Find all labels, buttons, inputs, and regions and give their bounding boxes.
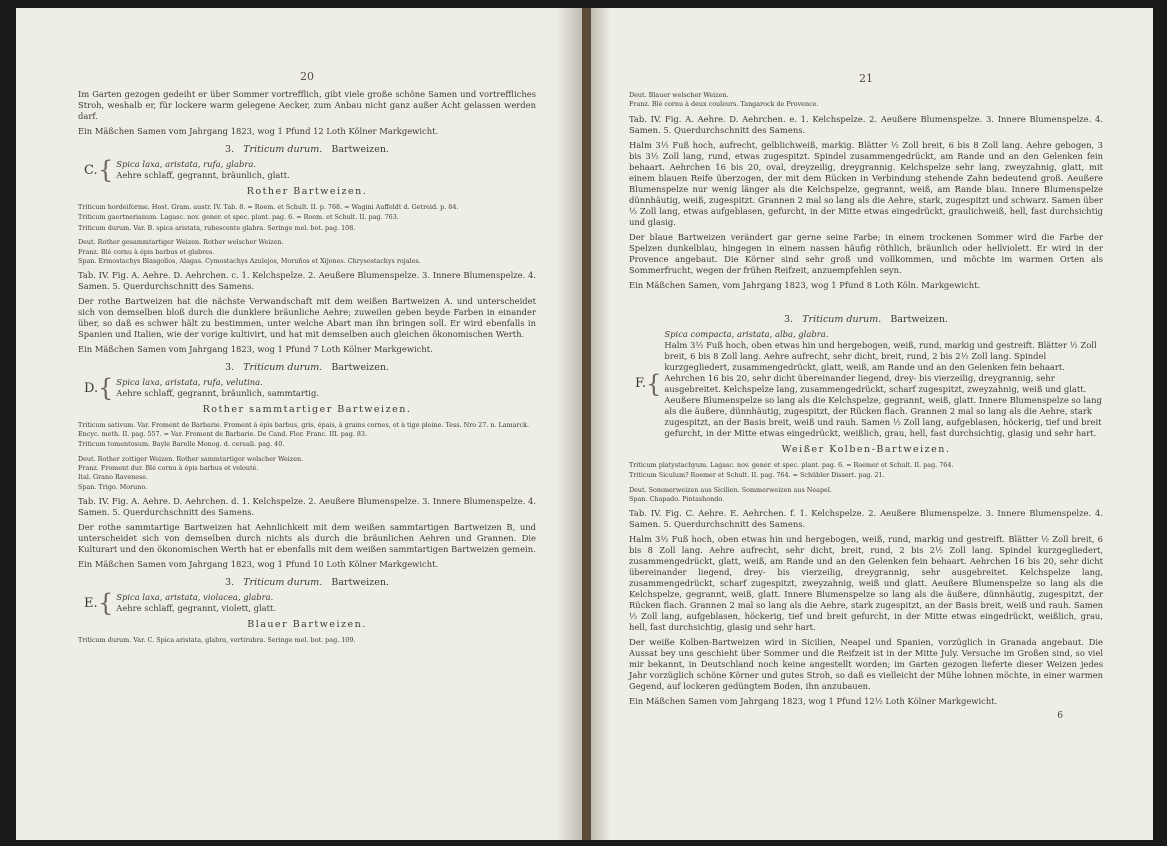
german-diagnosis: Aehre schlaff, gegrannt, bräunlich, glatt. <box>116 170 290 180</box>
paragraph: Im Garten gezogen gedeiht er über Sommer vortrefflich, gibt viele große schöne Samen und vortreffliches Stroh, weshalb er, für lockere warm gelegene Aecker, zum Anbau nicht ganz außer Acht gelassen werden darf. <box>78 89 536 121</box>
common-name: Deut. Sommerweizen aus Sicilien. Sommerweizen aus Neapel. <box>629 485 832 494</box>
right-page <box>591 8 1153 840</box>
latin-diagnosis: Spica laxa, aristata, violacea, glabra. <box>116 592 274 603</box>
variety-letter: F. <box>635 376 647 392</box>
variety-heading: Rother sammtartiger Bartweizen. <box>202 404 412 416</box>
common-name: Span. Chapado. Pintashondo. <box>629 495 725 504</box>
plate-reference: Tab. IV. Fig. A. Aehre. D. Aehrchen. e. 1. Kelchspelze. 2. Aeußere Blumenspelze. 3. Innere Blumenspelze. 4. Samen. 5. Querdurchschnitt des Samens. <box>629 113 1103 135</box>
latin-diagnosis: Spica laxa, aristata, rufa, glabra. <box>116 159 256 169</box>
sample-weight: Ein Mäßchen Samen vom Jahrgang 1823, wog 1 Pfund 7 Loth Kölner Markgewicht. <box>78 344 433 355</box>
common-name: Franz. Blé cornu à épis barbus et glabres. <box>78 247 215 256</box>
page-number: 20 <box>300 70 314 83</box>
sample-weight: Ein Mäßchen Samen vom Jahrgang 1823, wog 1 Pfund 10 Loth Kölner Markgewicht. <box>78 559 439 570</box>
common-name: Deut. Blauer welscher Weizen. <box>629 91 729 99</box>
paragraph: Der rothe Bartweizen hat die nächste Verwandschaft mit dem weißen Bartweizen A. und unterscheidet sich von demselben bloß durch die dunklere bräunliche Aehre; zuweilen geben beyde Farben in einander über, so daß es schwer hält zu bestimmen, unter welche Abart man ihn bringen soll. Er wird ebenfalls in Spanien und Italien, wie der vorige kultivirt, und hat mit demselben auch gleichen ökonomischen Werth. <box>78 296 536 340</box>
plate-reference: Tab. IV. Fig. A. Aehre. D. Aehrchen. d. 1. Kelchspelze. 2. Aeußere Blumenspelze. 3. Innere Blumenspelze. 4. Samen. 5. Querdurchschnitt des Samens. <box>78 496 536 518</box>
latin-diagnosis: Spica laxa, aristata, rufa, velutina. <box>116 377 263 388</box>
synonym-ref: Triticum tomentosum. Bayle Barelle Monog. d. cereali. pag. 40. <box>78 440 285 449</box>
morphology-description: Halm 3½ Fuß hoch, aufrecht, gelblichweiß, markig. Blätter ½ Zoll breit, 6 bis 8 Zoll lang. Aehre gebogen, 3 bis 3½ Zoll lang, rund, etwas zugespitzt. Spindel zusammengedrückt, am Rande und an den Gelenken fein behaart. Aehrchen 16 bis 20, oval, dreyzeilig, dreygrannig. Kelchspelze sehr lang, zweyzahnig, glatt, mit einem blauen Reife überzogen, der mit dem Rücken in Verbindung stehende Zahn bedeutend groß. Aeußere Blumenspelze nur wenig länger als die Kelchspelze, gegrannt, weiß, am Rande blau. Innere Blumenspelze dünnhäutig, weiß, zugespitzt. Grannen 2 mal so lang als die Aehre, stark, zugespitzt und schwarz. Samen über ½ Zoll lang, etwas aufgeblasen, gefurcht, in der Mitte etwas eingedrückt, graulichweiß, hell, fast durchsichtig und glasig. <box>629 139 1103 227</box>
page-number: 21 <box>859 72 873 85</box>
book-gutter <box>582 8 591 840</box>
german-name: Bartweizen. <box>331 144 389 155</box>
common-name: Franz. Froment dur. Blé cornu à épis barbus et velouté. <box>78 464 259 473</box>
german-diagnosis: Halm 3½ Fuß hoch, oben etwas hin und hergebogen, weiß, rund, markig und gestreift. Blätter ½ Zoll breit, 6 bis 8 Zoll lang. Aehre aufrecht, sehr dicht, breit, rund, 2 bis 2½ Zoll lang. Spindel kurzgegliedert, zusammengedrückt, glatt, weiß, am Rande und an den Gelenken fein behaart. Aehrchen 16 bis 20, sehr dicht übereinander liegend, drey- bis vierzeilig, dreygrannig, sehr ausgebreitet. Kelchspelze lang, zusammengedrückt, scharf zugespitzt, zweyzahnig, weiß und glatt. Aeußere Blumenspelze so lang als die Kelchspelze, gegrannt, weiß, glatt. Innere Blumenspelze so lang als die äußere, dünnhäutig, zugespitzt, der Rücken flach. Grannen 2 mal so lang als die Aehre, stark zugespitzt, an der Basis breit, weiß und rauh. Samen ½ Zoll lang, aufgeblasen, höckerig, tief und breit gefurcht, in der Mitte etwas eingedrückt, weißlich, grau, hell, fast durchsichtig, glasig und sehr hart. <box>664 339 1102 438</box>
common-name: Franz. Blé cornu à deux couleurs. Tangarock de Provence. <box>629 100 819 109</box>
variety-letter: E. <box>84 595 98 611</box>
signature-mark: 6 <box>1057 711 1063 722</box>
german-name: Bartweizen. <box>331 362 389 374</box>
synonym-ref: Triticum sativum. Var. Froment de Barbarie. Froment à épis barbus, gris, épais, à grains cornes, et à tige pleine. Tess. Nro 27. n. Lamarck. Encyc. meth. II. pag. 557. = Var. Froment de Barbarie. De Cand. Flor. Franc. III. pag. 83. <box>78 421 530 438</box>
synonym-ref: Triticum platystachyum. Lagasc. nov. gener. et spec. plant. pag. 6. = Roemer et Schult. II. pag. 764. <box>629 460 954 469</box>
sample-weight: Ein Mäßchen Samen vom Jahrgang 1823, wog 1 Pfund 12½ Loth Kölner Markgewicht. <box>629 696 998 707</box>
german-name: Bartweizen. <box>890 313 948 325</box>
common-name: Deut. Rother zottiger Weizen. Rother sammtartiger welscher Weizen. <box>78 454 304 463</box>
synonym-ref: Triticum gaertnerianum. Lagasc. nov. gener. et spec. plant. pag. 6. = Roem. et Schult. II. pag. 763. <box>78 213 399 222</box>
species-name: Triticum durum. <box>243 144 323 155</box>
section-heading: 3. Triticum durum. Bartweizen. <box>225 577 389 589</box>
variety-heading: Weißer Kolben-Bartweizen. <box>781 443 951 455</box>
book-spread <box>16 8 1153 840</box>
variety-heading: Blauer Bartweizen. <box>247 619 367 631</box>
variety-heading: Rother Bartweizen. <box>246 186 368 197</box>
section-heading: 3. Triticum durum. Bartweizen. <box>784 313 948 325</box>
sample-weight: Ein Mäßchen Samen vom Jahrgang 1823, wog 1 Pfund 12 Loth Kölner Markgewicht. <box>78 126 439 136</box>
diagnosis: E. { Spica laxa, aristata, violacea, glabra. Aehre schlaff, gegrannt, violett, glatt. <box>84 589 277 618</box>
synonym-ref: Triticum durum. Var. B. spica aristata, rubescente glabra. Seringe mel. bot. pag. 108. <box>78 223 356 232</box>
variety-letter: C. <box>84 162 98 178</box>
german-diagnosis: Aehre schlaff, gegrannt, violett, glatt. <box>116 603 277 614</box>
plate-reference: Tab. IV. Fig. C. Aehre. E. Aehrchen. f. 1. Kelchspelze. 2. Aeußere Blumenspelze. 3. Innere Blumenspelze. 4. Samen. 5. Querdurchschnitt des Samens. <box>629 508 1103 530</box>
diagnosis: D. { Spica laxa, aristata, rufa, velutina. Aehre schlaff, gegrannt, bräunlich, sammtartig. <box>84 374 319 403</box>
left-page <box>16 8 582 840</box>
common-name: Span. Ermostachys Blasgollos, Alagas. Cymostachys Azulejos, Moruños et Xijones. Chrysostachys rojales. <box>78 257 421 266</box>
common-name: Span. Trigo. Moruno. <box>78 482 148 491</box>
synonym-ref: Triticum durum. Var. C. Spica aristata, glabra, vertirubra. Seringe mel. bot. pag. 109. <box>78 636 356 645</box>
common-name: Ital. Grano Ravenese. <box>78 473 149 482</box>
diagnosis: C. { Spica laxa, aristata, rufa, glabra. Aehre schlaff, gegrannt, bräunlich, glatt. <box>84 156 290 184</box>
species-name: Triticum durum. <box>243 362 323 374</box>
diagnosis: F. { Spica compacta, aristata, alba, glabra. Halm 3½ Fuß hoch, oben etwas hin und hergebogen, weiß, rund, markig und gestreift. Blätter ½ Zoll breit, 6 bis 8 Zoll lang. Aehre aufrecht, sehr dicht, breit, rund, 2 bis 2½ Zoll lang. Spindel kurzgegliedert, zusammengedrückt, glatt, weiß, am Rande und an den Gelenken fein behaart. Aehrchen 16 bis 20, sehr dicht übereinander liegend, drey- bis vierzeilig, dreygrannig, sehr ausgebreitet. Kelchspelze lang, zusammengedrückt, scharf zugespitzt, zweyzahnig, weiß und glatt. Aeußere Blumenspelze so lang als die Kelchspelze, gegrannt, weiß, glatt. Innere Blumenspelze so lang als die äußere, dünnhäutig, zugespitzt, der Rücken flach. Grannen 2 mal so lang als die Aehre, stark zugespitzt, an der Basis breit, weiß und rauh. Samen ½ Zoll lang, aufgeblasen, höckerig, tief und breit gefurcht, in der Mitte etwas eingedrückt, weißlich, grau, hell, fast durchsichtig, glasig und sehr hart. <box>635 328 1102 438</box>
section-heading: 3. Triticum durum. Bartweizen. <box>225 362 389 374</box>
species-name: Triticum durum. <box>243 577 323 589</box>
common-name: Deut. Rother gesammtartiger Weizen. Rother welscher Weizen. <box>78 238 284 247</box>
latin-diagnosis: Spica compacta, aristata, alba, glabra. <box>664 328 829 339</box>
variety-letter: D. <box>84 380 99 396</box>
synonym-ref: Triticum Siculum? Roemer et Schult. II. pag. 764. = Schübler Dissert. pag. 21. <box>629 471 885 480</box>
sample-weight: Ein Mäßchen Samen, vom Jahrgang 1823, wog 1 Pfund 8 Loth Köln. Markgewicht. <box>629 279 981 290</box>
plate-reference: Tab. IV. Fig. A. Aehre. D. Aehrchen. c. 1. Kelchspelze. 2. Aeußere Blumenspelze. 3. Innere Blumenspelze. 4. Samen. 5. Querdurchschnitt des Samens. <box>78 270 536 292</box>
german-name: Bartweizen. <box>331 577 389 589</box>
synonym-ref: Triticum hordeiforme. Host. Gram. austr. IV. Tab. 8. = Roem. et Schult. II. p. 768. = Wagini Auffeldt d. Getreid. p. 84. <box>78 203 459 211</box>
german-diagnosis: Aehre schlaff, gegrannt, bräunlich, sammtartig. <box>116 388 319 399</box>
paragraph: Der blaue Bartweizen verändert gar gerne seine Farbe; in einem trockenen Sommer wird die Farbe der Spelzen dunkelblau, hingegen in einem nassen häufig röthlich, bräunlich oder hellviolett. Er wird in der Provence angebaut. Die Körner sind sehr groß und vollkommen, und möchte im warmen Orten als Sommerfrucht, wegen der frühen Reifzeit, anzuempfehlen seyn. <box>629 231 1103 275</box>
morphology-description: Halm 3½ Fuß hoch, oben etwas hin und hergebogen, weiß, rund, markig und gestreift. Blätter ½ Zoll breit, 6 bis 8 Zoll lang. Aehre aufrecht, sehr dicht, breit, rund, 2 bis 2½ Zoll lang. Spindel kurzgegliedert, zusammengedrückt, glatt, weiß, am Rande und an den Gelenken fein behaart. Aehrchen 16 bis 20, sehr dicht übereinander liegend, drey- bis vierzeilig, dreygrannig, sehr ausgebreitet. Kelchspelze lang, zusammengedrückt, scharf zugespitzt, zweyzahnig, weiß und glatt. Aeußere Blumenspelze so lang als die Kelchspelze, gegrannt, weiß, glatt. Innere Blumenspelze so lang als die äußere, dünnhäutig, zugespitzt, der Rücken flach. Grannen 2 mal so lang als die Aehre, stark zugespitzt, an der Basis breit, weiß und rauh. Samen ½ Zoll lang, aufgeblasen, höckerig, tief und breit gefurcht, in der Mitte etwas eingedrückt, weißlich, grau, hell, fast durchsichtig, glasig und sehr hart. <box>629 534 1103 633</box>
section-heading: 3. Triticum durum. Bartweizen. <box>225 144 389 155</box>
paragraph: Der weiße Kolben-Bartweizen wird in Sicilien, Neapel und Spanien, vorzüglich in Granada angebaut. Die Aussat bey uns geschieht über Sommer und die Reifzeit ist in der Mitte July. Versuche im Großen sind, so viel mir bekannt, in Deutschland noch keine angestellt worden; im Garten gezogen lieferte dieser Weizen jedes Jahr vorzüglich schöne Körner und gutes Stroh, so daß es vielleicht der Mühe lohnen möchte, in einer warmen Gegend, auf lockeren gedüngtem Boden, ihn anzubauen. <box>629 637 1103 692</box>
paragraph: Der rothe sammtartige Bartweizen hat Aehnlichkeit mit dem weißen sammtartigen Bartweizen B, und unterscheidet sich von demselben durch nichts als durch die bräunlichen Aehren und Grannen. Die Kulturart und den ökonomischen Werth hat er ebenfalls mit dem weißen sammtartigen Bartweizen gemein. <box>78 522 536 555</box>
species-name: Triticum durum. <box>802 313 882 325</box>
